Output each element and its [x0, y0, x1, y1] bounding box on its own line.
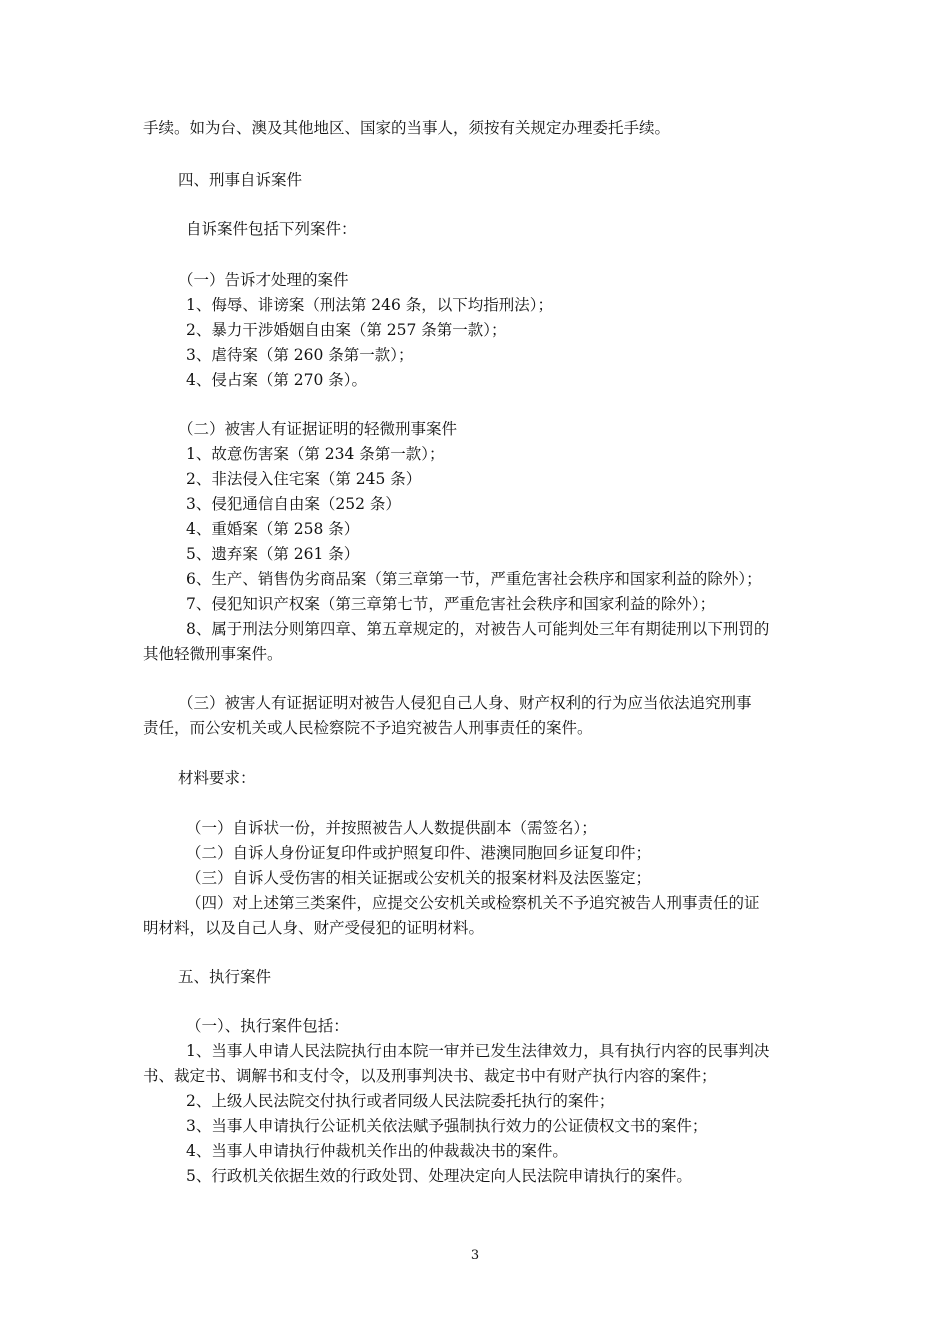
list-item: （四）对上述第三类案件，应提交公安机关或检察机关不予追究被告人刑事责任的证 [186, 894, 760, 912]
section-heading: 材料要求： [178, 769, 256, 787]
text-line: 明材料，以及自己人身、财产受侵犯的证明材料。 [143, 919, 485, 937]
list-item: 4、当事人申请执行仲裁机关作出的仲裁裁决书的案件。 [186, 1142, 568, 1160]
subsection-heading: （一）、执行案件包括： [186, 1017, 349, 1035]
list-item: 5、遗弃案（第 261 条） [186, 545, 360, 563]
section-heading: 五、执行案件 [178, 968, 272, 986]
text-line: 自诉案件包括下列案件： [186, 220, 357, 238]
list-item: 3、当事人申请执行公证机关依法赋予强制执行效力的公证债权文书的案件； [186, 1117, 708, 1135]
list-item: 4、重婚案（第 258 条） [186, 520, 360, 538]
list-item: 2、上级人民法院交付执行或者同级人民法院委托执行的案件； [186, 1092, 615, 1110]
text-line: 责任，而公安机关或人民检察院不予追究被告人刑事责任的案件。 [143, 719, 593, 737]
list-item: 4、侵占案（第 270 条）。 [186, 371, 368, 389]
list-item: （二）自诉人身份证复印件或护照复印件、港澳同胞回乡证复印件； [186, 844, 652, 862]
list-item: 1、侮辱、诽谤案（刑法第 246 条，以下均指刑法）； [186, 296, 554, 314]
list-item: （一）自诉状一份，并按照被告人人数提供副本（需签名）； [186, 819, 597, 837]
list-item: 1、故意伤害案（第 234 条第一款）； [186, 445, 445, 463]
page-number: 3 [470, 1248, 480, 1263]
text-line: （三）被害人有证据证明对被告人侵犯自己人身、财产权利的行为应当依法追究刑事 [178, 694, 752, 712]
list-item: 6、生产、销售伪劣商品案（第三章第一节，严重危害社会秩序和国家利益的除外）； [186, 570, 762, 588]
list-item: 2、暴力干涉婚姻自由案（第 257 条第一款）； [186, 321, 507, 339]
list-item: 5、行政机关依据生效的行政处罚、处理决定向人民法院申请执行的案件。 [186, 1167, 692, 1185]
text-line: 其他轻微刑事案件。 [143, 645, 283, 663]
list-item: 7、侵犯知识产权案（第三章第七节，严重危害社会秩序和国家利益的除外）； [186, 595, 716, 613]
list-item: 2、非法侵入住宅案（第 245 条） [186, 470, 422, 488]
list-item: （三）自诉人受伤害的相关证据或公安机关的报案材料及法医鉴定； [186, 869, 652, 887]
text-line: 手续。如为台、澳及其他地区、国家的当事人，须按有关规定办理委托手续。 [143, 119, 671, 137]
section-heading: 四、刑事自诉案件 [178, 171, 303, 189]
subsection-heading: （二）被害人有证据证明的轻微刑事案件 [178, 420, 458, 438]
list-item: 3、侵犯通信自由案（252 条） [186, 495, 401, 513]
list-item: 8、属于刑法分则第四章、第五章规定的，对被告人可能判处三年有期徒刑以下刑罚的 [186, 620, 770, 638]
text-line: 书、裁定书、调解书和支付令，以及刑事判决书、裁定书中有财产执行内容的案件； [143, 1067, 717, 1085]
list-item: 3、虐待案（第 260 条第一款）； [186, 346, 414, 364]
subsection-heading: （一）告诉才处理的案件 [178, 271, 349, 289]
list-item: 1、当事人申请人民法院执行由本院一审并已发生法律效力，具有执行内容的民事判决 [186, 1042, 770, 1060]
